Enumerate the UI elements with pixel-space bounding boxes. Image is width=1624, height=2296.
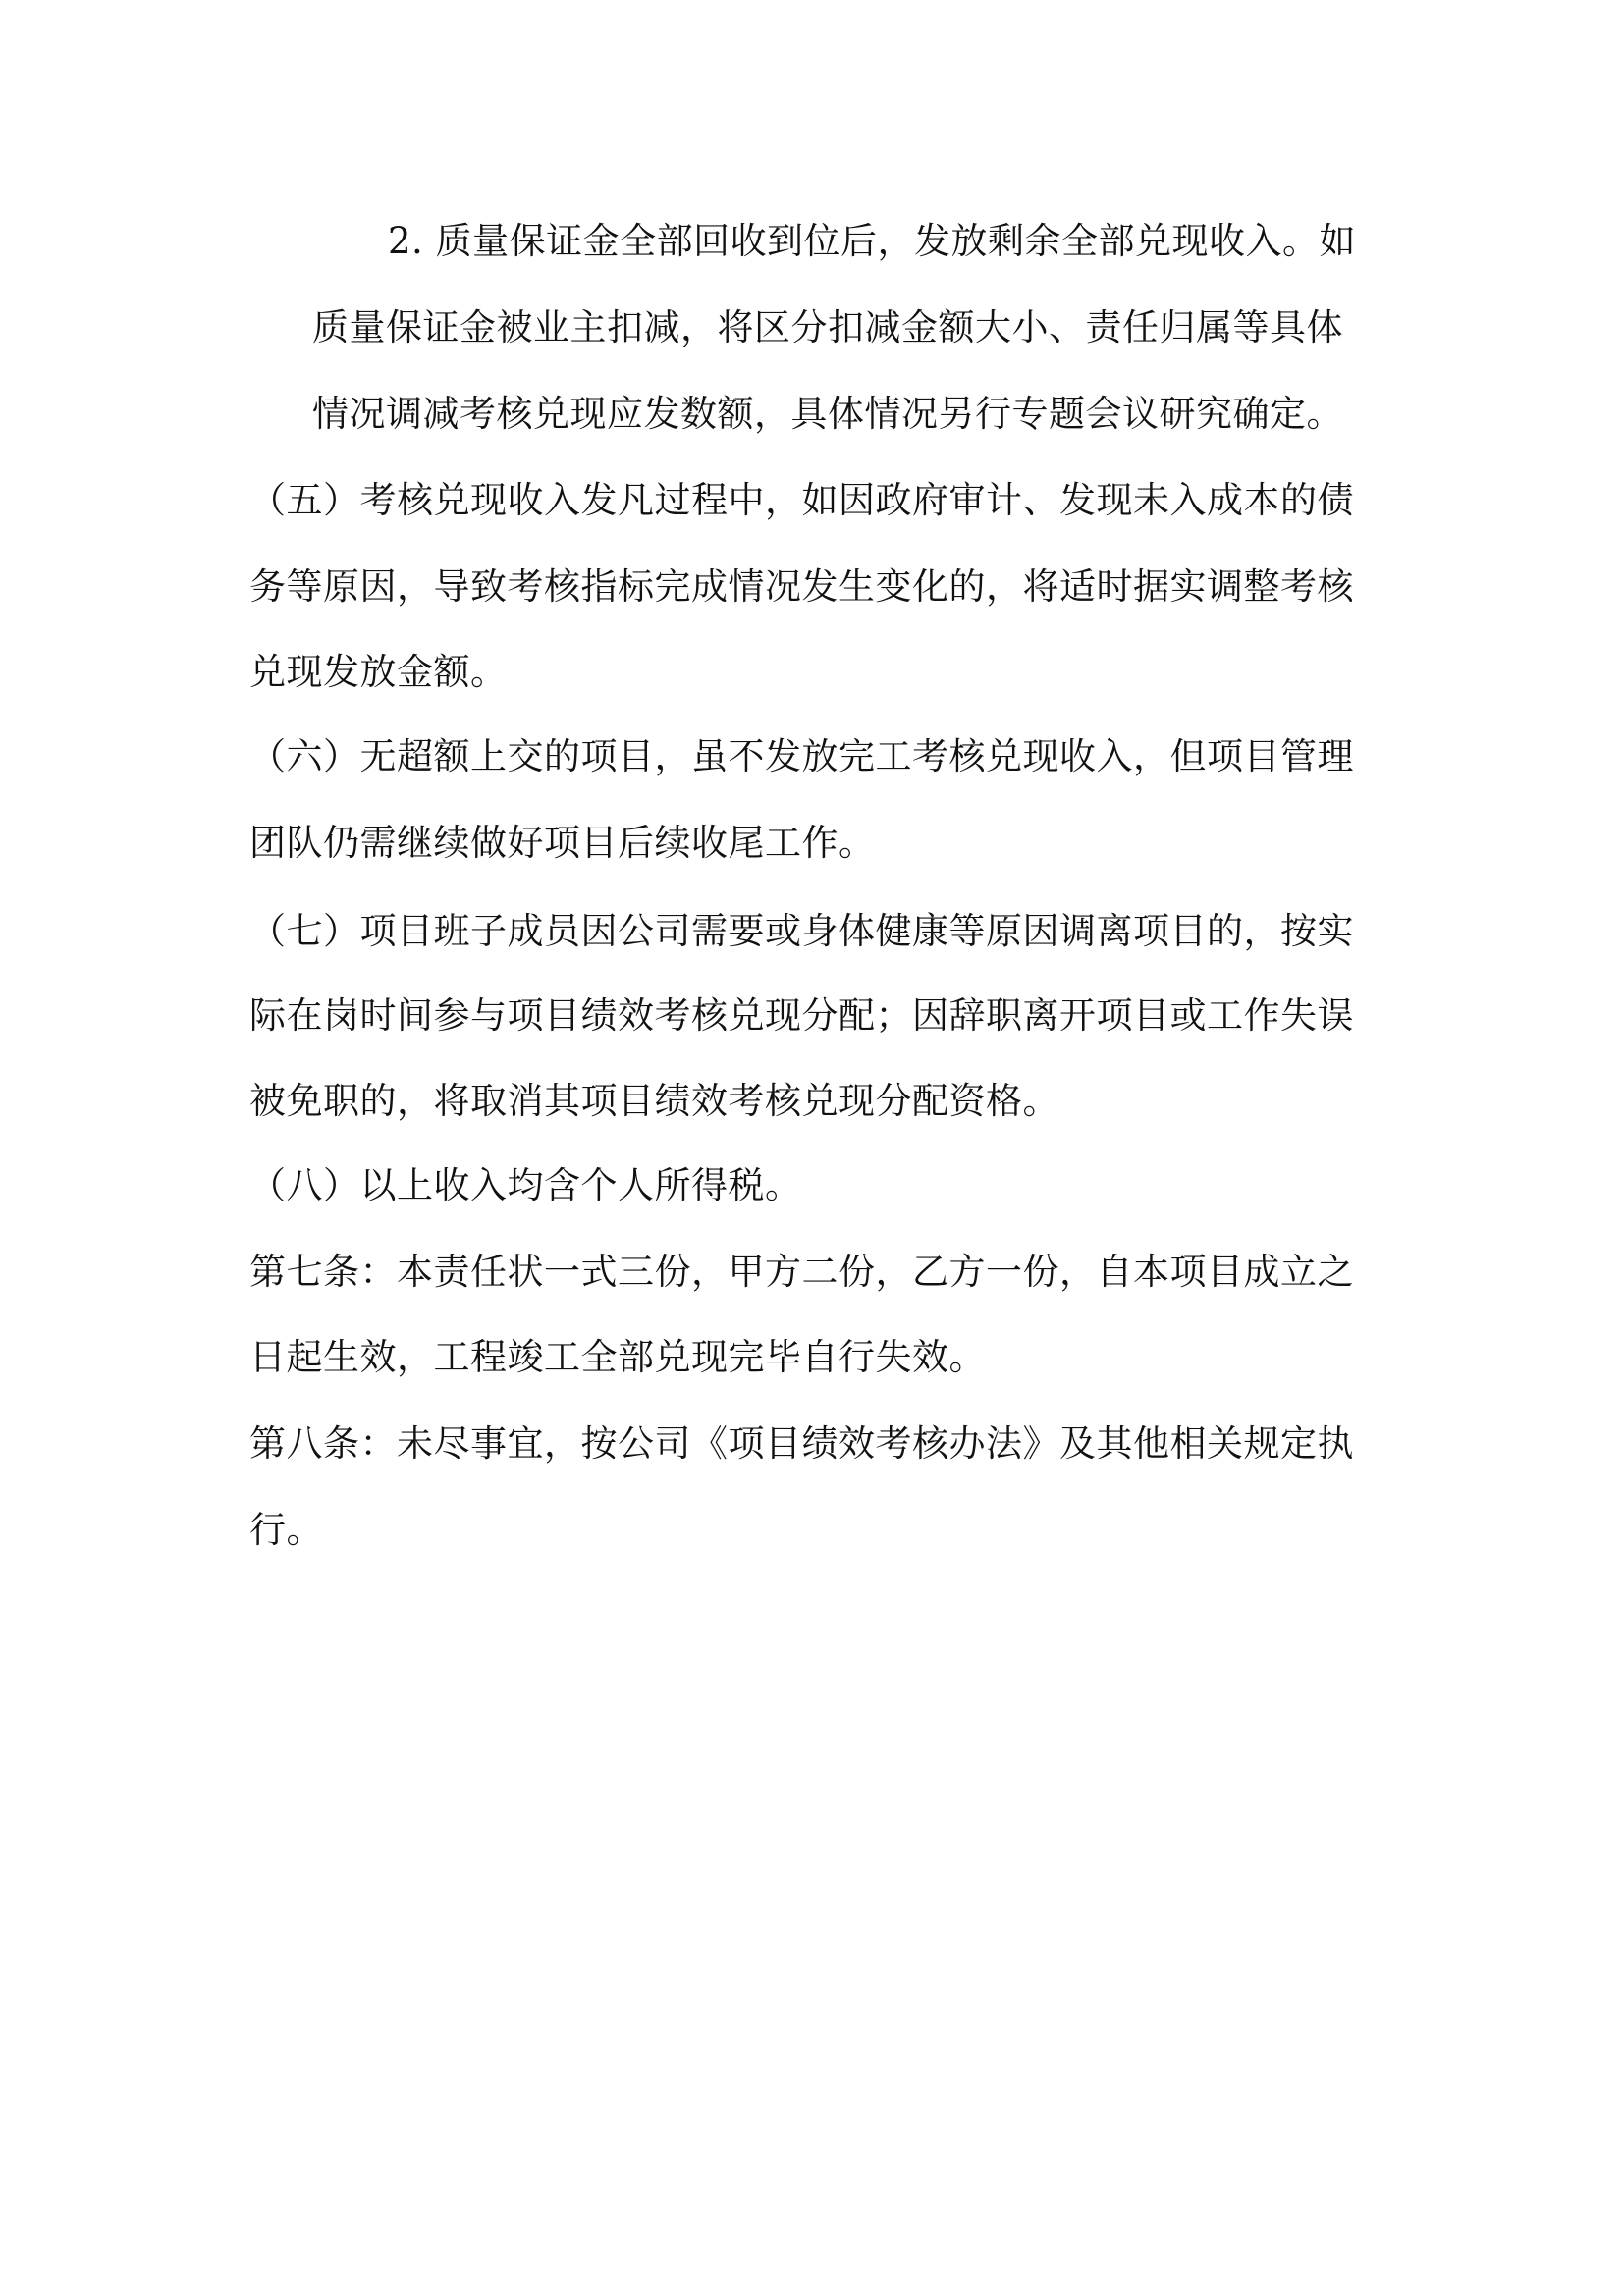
text-line: 情况调减考核兑现应发数额，具体情况另行专题会议研究确定。 xyxy=(312,393,1343,435)
text-line: 际在岗时间参与项目绩效考核兑现分配；因辞职离开项目或工作失误 xyxy=(249,994,1354,1037)
text-line: 务等原因，导致考核指标完成情况发生变化的，将适时据实调整考核 xyxy=(249,565,1354,608)
text-line: 第八条：未尽事宜，按公司《项目绩效考核办法》及其他相关规定执 xyxy=(249,1422,1354,1465)
text-line: 被免职的，将取消其项目绩效考核兑现分配资格。 xyxy=(249,1080,1059,1122)
text-line: 第七条：本责任状一式三份，甲方二份，乙方一份，自本项目成立之 xyxy=(249,1251,1354,1293)
text-line: 质量保证金被业主扣减，将区分扣减金额大小、责任归属等具体 xyxy=(312,306,1343,348)
text-line: （六）无超额上交的项目，虽不发放完工考核兑现收入，但项目管理 xyxy=(249,735,1354,777)
text-line: 行。 xyxy=(249,1509,323,1551)
text-line: （七）项目班子成员因公司需要或身体健康等原因调离项目的，按实 xyxy=(249,910,1354,952)
text-line: （八）以上收入均含个人所得税。 xyxy=(249,1164,802,1206)
text-line: 兑现发放金额。 xyxy=(249,651,508,693)
text-line: 2. 质量保证金全部回收到位后，发放剩余全部兑现收入。如 xyxy=(388,220,1357,262)
text-line: 日起生效，工程竣工全部兑现完毕自行失效。 xyxy=(249,1336,986,1378)
text-line: 团队仍需继续做好项目后续收尾工作。 xyxy=(249,822,876,864)
text-line: （五）考核兑现收入发凡过程中，如因政府审计、发现未入成本的债 xyxy=(249,479,1354,521)
